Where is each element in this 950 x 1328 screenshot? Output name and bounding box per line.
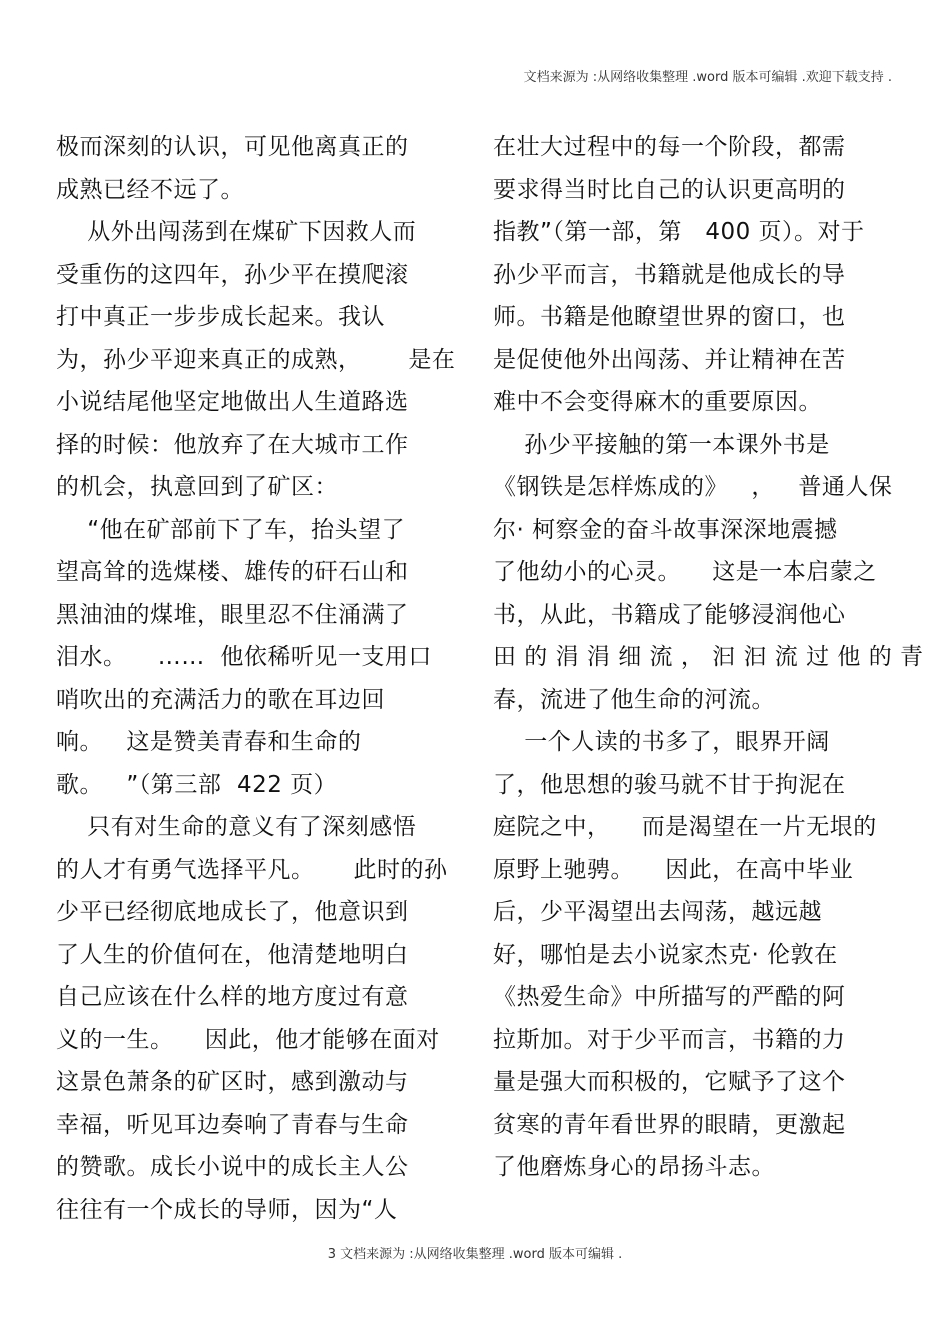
paragraph-line: 只有对生命的意义有了深刻感悟 [56, 814, 417, 840]
paragraph-line: 择的时候：他放弃了在大城市工作 [56, 431, 409, 458]
paragraph-line: 量是强大而积极的，它赋予了这个 [493, 1069, 846, 1095]
paragraph-line: 田 的 涓 涓 细 流 ， 汩 汩 流 过 他 的 青 [493, 644, 924, 670]
quote-line: 歌。 ”（第三部 422 页） [56, 771, 338, 798]
paragraph-line: 庭院之中， 而是渴望在一片无垠的 [493, 814, 877, 840]
paragraph-line: 义的一生。 因此，他才能够在面对 [56, 1026, 440, 1053]
paragraph-line: 了他幼小的心灵。 这是一本启蒙之 [493, 559, 877, 585]
paragraph-line: 极而深刻的认识，可见他离真正的 [56, 134, 409, 160]
paragraph-line: 在壮大过程中的每一个阶段，都需 [493, 134, 846, 160]
paragraph-line: 了人生的价值何在，他清楚地明白 [56, 941, 409, 968]
paragraph-line: 自己应该在什么样的地方度过有意 [56, 984, 409, 1010]
paragraph-line: 难中不会变得麻木的重要原因。 [493, 389, 822, 415]
paragraph-line: 的机会，执意回到了矿区： [56, 474, 338, 500]
paragraph-line: 的人才有勇气选择平凡。 此时的孙 [56, 856, 448, 883]
paragraph-line: 尔· 柯察金的奋斗故事深深地震撼 [493, 516, 838, 543]
quote-line: 哨吹出的充满活力的歌在耳边回 [56, 686, 385, 713]
paragraph-line: 原野上驰骋。 因此，在高中毕业 [493, 856, 854, 883]
paragraph-line: 拉斯加。对于少平而言，书籍的力 [493, 1026, 846, 1053]
paragraph-line: 这景色萧条的矿区时，感到激动与 [56, 1069, 409, 1095]
paragraph-line: 了，他思想的骏马就不甘于拘泥在 [493, 771, 846, 798]
paragraph-line: 一个人读的书多了，眼界开阔 [493, 729, 830, 755]
paragraph-line: 《热爱生命》中所描写的严酷的阿 [493, 984, 846, 1010]
paragraph-line: 的赞歌。成长小说中的成长主人公 [56, 1154, 409, 1180]
quote-line: “他在矿部前下了车，抬头望了 [56, 516, 406, 543]
paragraph-line: 指教”（第一部，第 400 页）。对于 [493, 219, 865, 245]
quote-line: 黑油油的煤堆，眼里忍不住涌满了 [56, 601, 409, 628]
paragraph-line: 春，流进了他生命的河流。 [493, 686, 775, 713]
paragraph-line: 受重伤的这四年，孙少平在摸爬滚 [56, 261, 409, 288]
paragraph-line: 孙少平接触的第一本课外书是 [493, 431, 830, 458]
right-text-column [493, 126, 924, 1189]
paragraph-line: 孙少平而言，书籍就是他成长的导 [493, 261, 846, 288]
left-text-column [56, 126, 456, 1231]
quote-line: 望高耸的选煤楼、雄传的矸石山和 [56, 559, 409, 585]
paragraph-line: 幸福，听见耳边奏响了青春与生命 [56, 1111, 409, 1138]
paragraph-line: 成熟已经不远了。 [56, 176, 244, 203]
paragraph-line: 师。书籍是他瞭望世界的窗口，也 [493, 304, 846, 330]
paragraph-line: 为，孙少平迎来真正的成熟， 是在 [56, 346, 456, 373]
footer-source-note: 3 文档来源为 :从网络收集整理 .word 版本可编辑 . [327, 1247, 623, 1262]
quote-line: 响。 这是赞美青春和生命的 [56, 729, 362, 755]
quote-line: 泪水。 …… 他依稀听见一支用口 [56, 644, 432, 670]
paragraph-line: 贫寒的青年看世界的眼睛，更激起 [493, 1111, 846, 1138]
paragraph-line: 好，哪怕是去小说家杰克· 伦敦在 [493, 941, 838, 968]
paragraph-line: 少平已经彻底地成长了，他意识到 [56, 899, 409, 925]
paragraph-line: 小说结尾他坚定地做出人生道路选 [56, 389, 409, 415]
paragraph-line: 了他磨炼身心的昂扬斗志。 [493, 1154, 775, 1180]
paragraph-line: 打中真正一步步成长起来。我认 [56, 304, 385, 330]
header-source-note: 文档来源为 :从网络收集整理 .word 版本可编辑 .欢迎下载支持 . [523, 70, 892, 85]
paragraph-line: 后，少平渴望出去闯荡，越远越 [493, 899, 822, 925]
paragraph-line: 要求得当时比自己的认识更高明的 [493, 176, 846, 203]
paragraph-line: 书，从此，书籍成了能够浸润他心 [493, 601, 846, 628]
paragraph-line: 从外出闯荡到在煤矿下因救人而 [56, 219, 417, 245]
paragraph-line: 是促使他外出闯荡、并让精神在苦 [493, 346, 846, 373]
paragraph-line: 往往有一个成长的导师，因为“人 [56, 1196, 398, 1223]
paragraph-line: 《钢铁是怎样炼成的》 ， 普通人保 [493, 474, 893, 500]
